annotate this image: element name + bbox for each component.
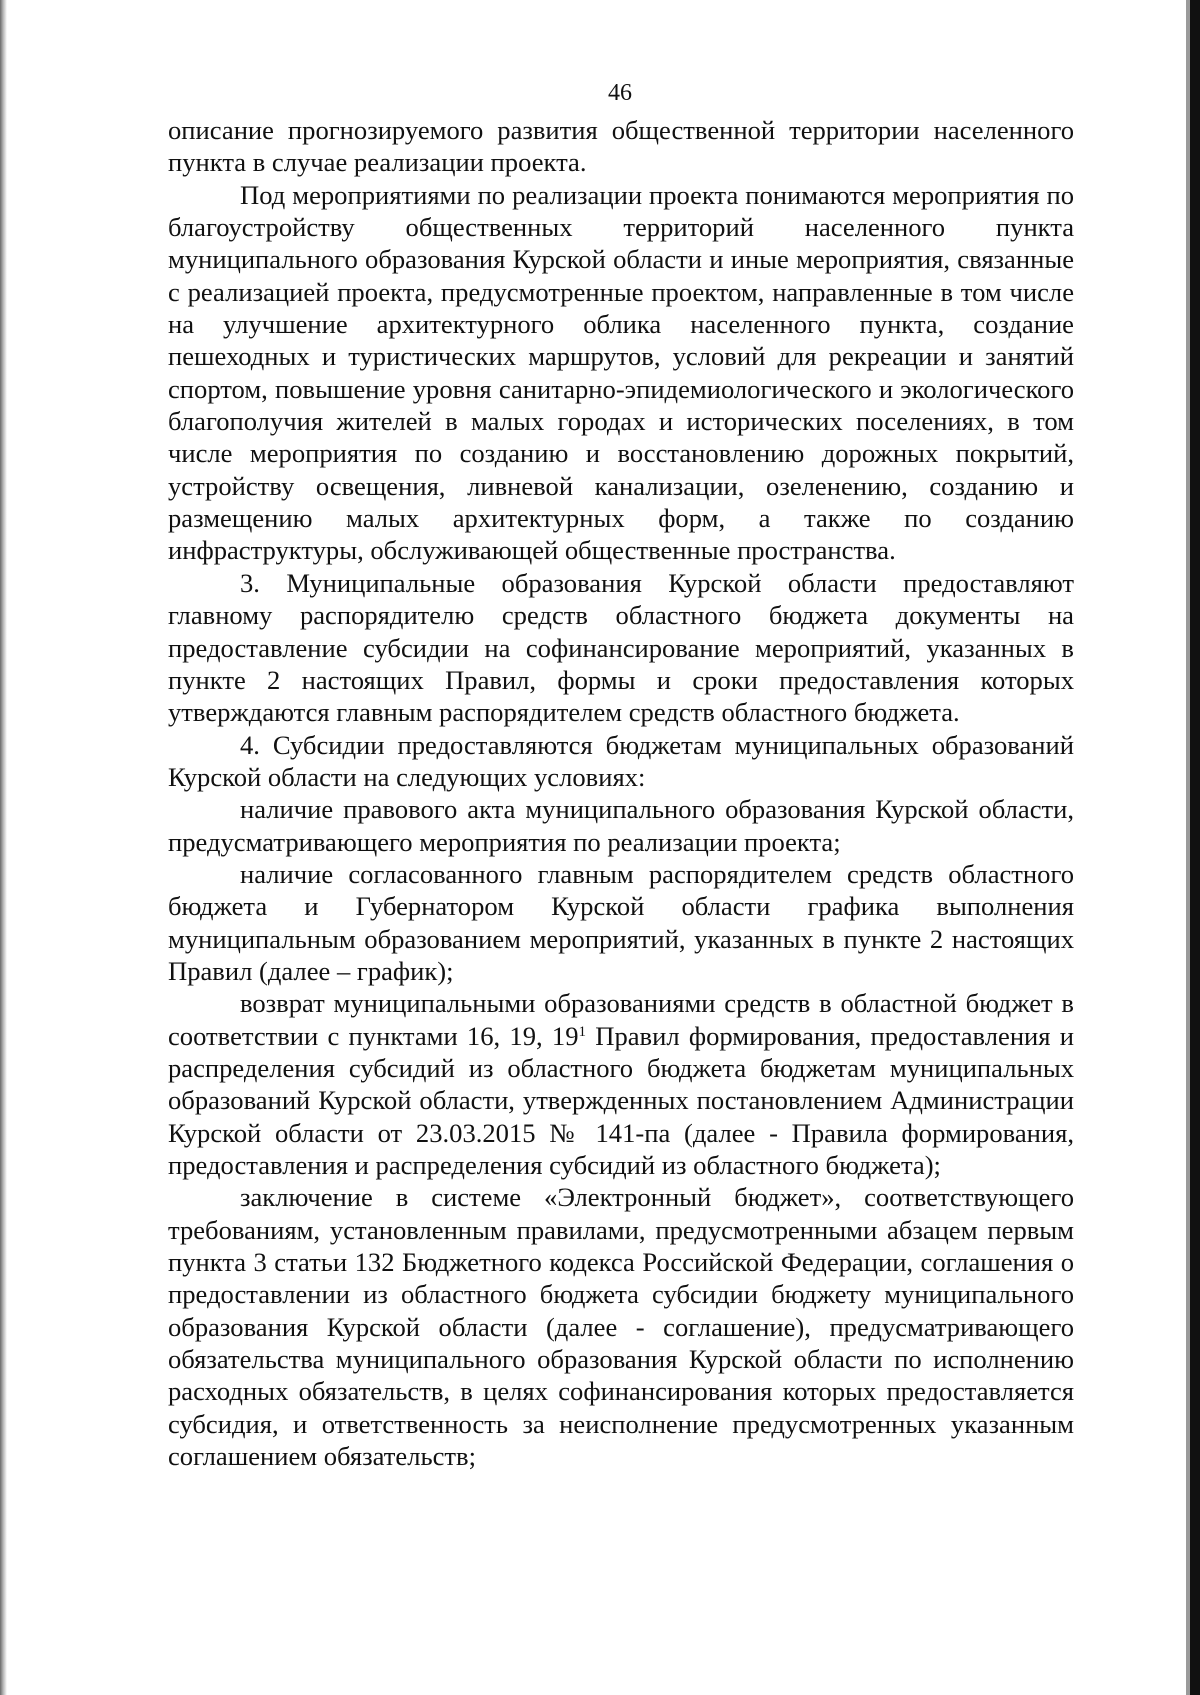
paragraph-condition-return xyxy=(168,987,1074,1181)
superscript-marker: 1 xyxy=(578,1023,586,1040)
paragraph-measures-definition: Под мероприятиями по реализации проекта понимаются мероприятия по благоустройству общественных территорий населенного пункта муниципального образования Курской области и иные мероприятия, связанные с реализацией проекта, предусмотренные проектом, направленные в том числе на улучшение архитектурного облика населенного пункта, создание пешеходных и туристических маршрутов, условий для рекреации и занятий спортом, повышение уровня санитарно-эпидемиологического и экологического благополучия жителей в малых городах и исторических поселениях, в том числе мероприятия по созданию и восстановлению дорожных покрытий, устройству освещения, ливневой канализации, озеленению, созданию и размещению малых архитектурных форм, а также по созданию инфраструктуры, обслуживающей общественные пространства. xyxy=(168,179,1074,566)
paragraph-condition-return-end: Правил формирования, предоставления и распределения субсидий из областного бюджета бюджетам муниципальных образований Курской области, утвержденных постановлением Администрации Курской области от 23.03.2015 № 141-па (далее - Правила формирования, предоставления и распределения субсидий из областного бюджета); xyxy=(168,1020,1074,1180)
paragraph-condition-schedule: наличие согласованного главным распорядителем средств областного бюджета и Губернатором Курской области графика выполнения муниципальным образованием мероприятий, указанных в пункте 2 настоящих Правил (далее – график); xyxy=(168,858,1074,986)
paragraph-condition-legal-act: наличие правового акта муниципального образования Курской области, предусматривающего мероприятия по реализации проекта; xyxy=(168,794,1074,857)
paragraph-item-4: 4. Субсидии предоставляются бюджетам муниципальных образований Курской области на следующих условиях: xyxy=(168,729,1074,792)
paragraph-condition-agreement: заключение в системе «Электронный бюджет», соответствующего требованиям, установленным правилами, предусмотренными абзацем первым пункта 3 статьи 132 Бюджетного кодекса Российской Федерации, соглашения о предоставлении из областного бюджета субсидии бюджету муниципального образования Курской области (далее - соглашение), предусматривающего обязательства муниципального образования Курской области по исполнению расходных обязательств, в целях софинансирования которых предоставляется субсидия, и ответственность за неисполнение предусмотренных указанным соглашением обязательств; xyxy=(168,1182,1074,1472)
page-number: 46 xyxy=(608,80,632,106)
scan-left-edge xyxy=(0,0,7,1695)
paragraph-item-3: 3. Муниципальные образования Курской области предоставляют главному распорядителю средств областного бюджета документы на предоставление субсидии на софинансирование мероприятий, указанных в пункте 2 настоящих Правил, формы и сроки предоставления которых утверждаются главным распорядителем средств областного бюджета. xyxy=(168,567,1074,728)
scan-right-edge xyxy=(1190,0,1200,1695)
document-body xyxy=(168,114,1074,1472)
paragraph-continuation: описание прогнозируемого развития общественной территории населенного пункта в случае реализации проекта. xyxy=(168,115,1074,178)
paragraph-condition-return-start: возврат муниципальными образованиями средств в областной бюджет в соответствии с пунктами 16, 19, 19 xyxy=(168,988,1074,1051)
